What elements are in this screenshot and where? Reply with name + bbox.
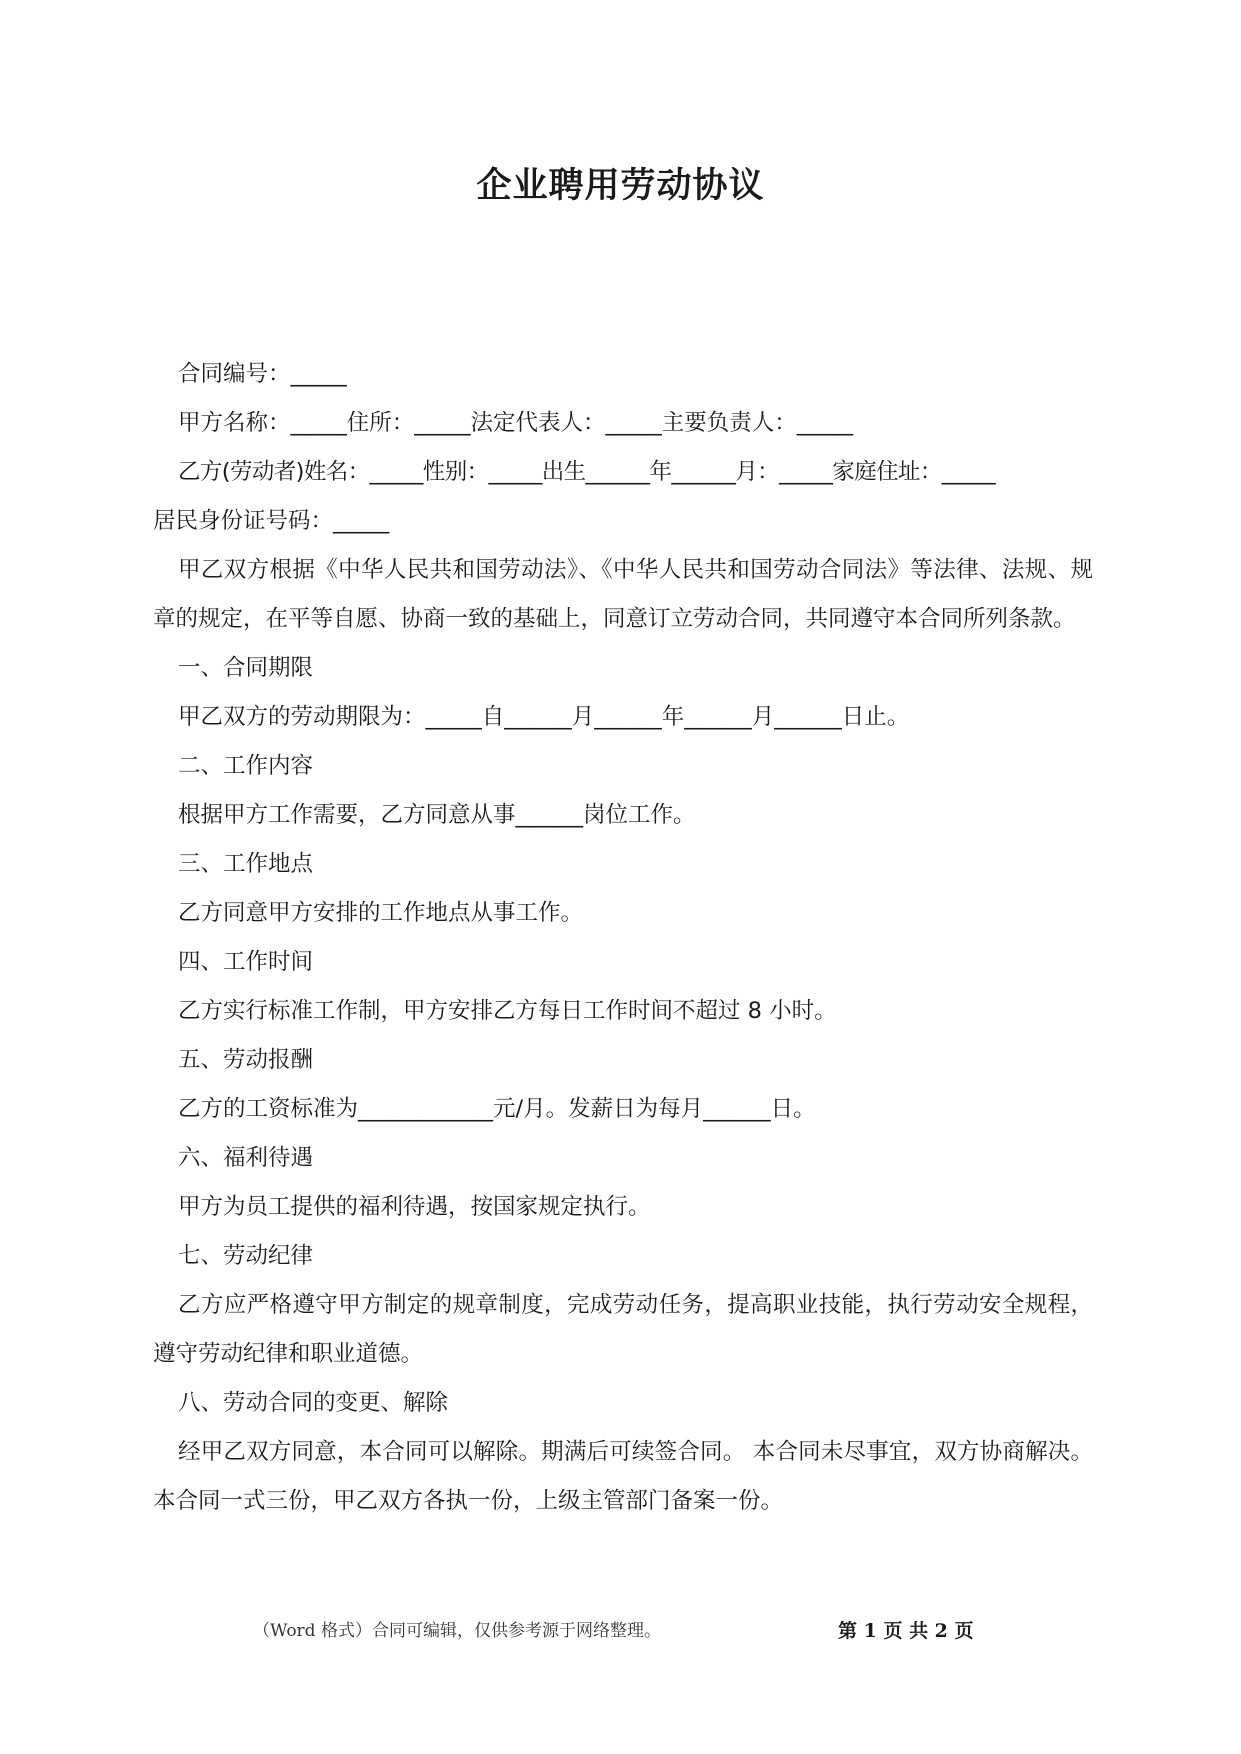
contract-number-line: 合同编号：_____ [178, 361, 347, 387]
party-b-info-line: 乙方(劳动者)姓名：_____性别：_____出生______年______月：_____家庭住址：_____ [178, 459, 996, 485]
work-hours-clause: 乙方实行标准工作制，甲方安排乙方每日工作时间不超过 8 小时。 [178, 998, 837, 1024]
section-heading-work-hours: 四、工作时间 [178, 949, 314, 975]
section-heading-work-location: 三、工作地点 [178, 851, 314, 877]
term-clause: 甲乙双方的劳动期限为：_____自______月______年______月______日止。 [178, 704, 910, 730]
page-number: 第 1 页 共 2 页 [838, 1620, 974, 1642]
change-termination-clause: 经甲乙双方同意，本合同可以解除。期满后可续签合同。 本合同未尽事宜，双方协商解决。 本合同一式三份，甲乙双方各执一份，上级主管部门备案一份。 [153, 1439, 1093, 1514]
document-title: 企业聘用劳动协议 [476, 166, 765, 206]
preamble-paragraph: 甲乙双方根据《中华人民共和国劳动法》、《中华人民共和国劳动合同法》等法律、法规、规章的规定，在平等自愿、协商一致的基础上，同意订立劳动合同，共同遵守本合同所列条款。 [153, 557, 1093, 632]
document-body [153, 350, 1093, 1526]
work-location-clause: 乙方同意甲方安排的工作地点从事工作。 [178, 900, 584, 926]
id-number-line: 居民身份证号码：_____ [153, 508, 390, 534]
section-heading-benefits: 六、福利待遇 [178, 1145, 314, 1171]
section-heading-term: 一、合同期限 [178, 655, 314, 681]
section-heading-discipline: 七、劳动纪律 [178, 1243, 314, 1269]
section-heading-change-termination: 八、劳动合同的变更、解除 [178, 1390, 449, 1416]
page-footer [0, 1616, 1241, 1646]
benefits-clause: 甲方为员工提供的福利待遇，按国家规定执行。 [178, 1194, 651, 1220]
discipline-clause: 乙方应严格遵守甲方制定的规章制度，完成劳动任务，提高职业技能，执行劳动安全规程，遵守劳动纪律和职业道德。 [153, 1292, 1093, 1367]
party-a-info-line: 甲方名称：_____住所：_____法定代表人：_____主要负责人：_____ [178, 410, 854, 436]
work-content-clause: 根据甲方工作需要，乙方同意从事______岗位工作。 [178, 802, 696, 828]
remuneration-clause: 乙方的工资标准为____________元/月。发薪日为每月______日。 [178, 1096, 816, 1122]
section-heading-work-content: 二、工作内容 [178, 753, 314, 779]
section-heading-remuneration: 五、劳动报酬 [178, 1047, 314, 1073]
footer-note: （Word 格式）合同可编辑，仅供参考源于网络整理。 [253, 1621, 661, 1641]
